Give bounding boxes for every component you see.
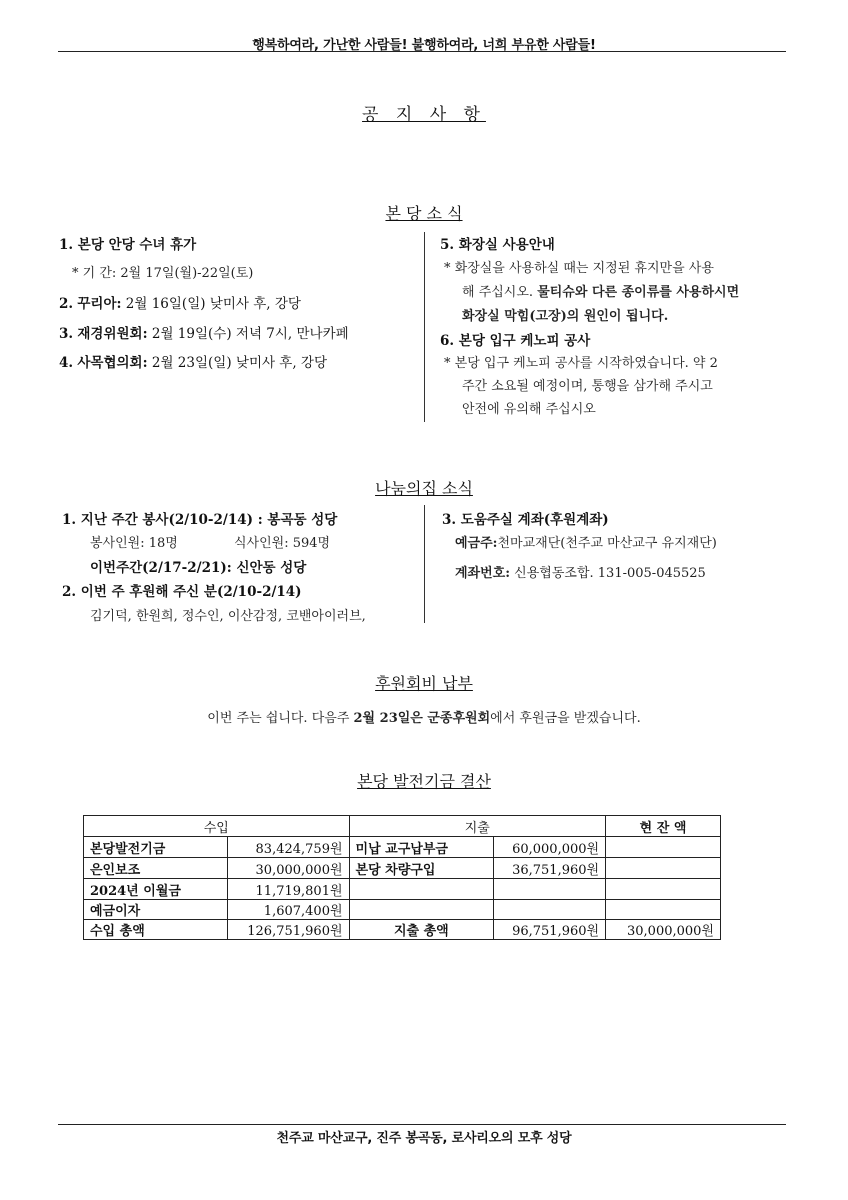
out-label (349, 879, 494, 900)
out-label: 본당 차량구입 (349, 858, 494, 879)
supporters-text: 이번 주는 쉽니다. 다음주 2월 23일은 군종후원회에서 후원금을 받겠습니다. (207, 711, 641, 726)
balance-cell (606, 858, 721, 879)
in-amount: 30,000,000원 (227, 858, 349, 879)
balance-cell (606, 879, 721, 900)
page-title: 공 지 사 항 (362, 105, 486, 125)
footer-text: 천주교 마산교구, 진주 봉곡동, 로사리오의 모후 성당 (276, 1131, 572, 1146)
fund-header-row (84, 816, 721, 837)
out-label: 미납 교구납부금 (349, 837, 494, 858)
in-label: 본당발전기금 (84, 837, 228, 858)
news-item-1: 1. 본당 안당 수녀 휴가 (59, 237, 197, 253)
news-item-6-line3: 안전에 유의해 주십시오 (462, 402, 596, 417)
news-item-5-line3: 화장실 막힘(고장)의 원인이 됩니다. (462, 309, 669, 324)
sharing-volunteers: 봉사인원: 18명 (90, 536, 178, 551)
in-label: 2024년 이월금 (84, 879, 228, 900)
sharing-meals: 식사인원: 594명 (234, 536, 331, 551)
total-in-label: 수입 총액 (84, 920, 228, 940)
supporters-heading: 후원회비 납부 (375, 674, 473, 693)
sharing-item-2-title: 2. 이번 주 후원해 주신 분(2/10-2/14) (62, 584, 302, 600)
sharing-house-divider (424, 505, 425, 623)
parish-news-divider (424, 232, 425, 422)
news-item-2: 2. 꾸리아: 2월 16일(일) 낮미사 후, 강당 (59, 296, 301, 312)
news-item-5-title: 5. 화장실 사용안내 (440, 237, 555, 253)
parish-news-heading: 본 당 소 식 (385, 204, 463, 223)
header-rule (58, 51, 786, 52)
out-amount (494, 879, 606, 900)
news-item-4: 4. 사목협의회: 2월 23일(일) 낮미사 후, 강당 (59, 355, 328, 371)
total-out-label: 지출 총액 (349, 920, 494, 940)
table-row (84, 879, 721, 900)
news-item-5-line2: 해 주십시오. 물티슈와 다른 종이류를 사용하시면 (462, 285, 740, 300)
expense-header: 지출 (349, 816, 606, 837)
in-label: 은인보조 (84, 858, 228, 879)
header-motto: 행복하여라, 가난한 사람들! 불행하여라, 너희 부유한 사람들! (252, 38, 596, 53)
news-item-3: 3. 재경위원회: 2월 19일(수) 저녁 7시, 만나카페 (59, 326, 349, 342)
in-amount: 83,424,759원 (227, 837, 349, 858)
sharing-donors: 김기덕, 한원희, 정수인, 이산감정, 코밴아이러브, (90, 609, 366, 624)
sharing-item-1-title: 1. 지난 주간 봉사(2/10-2/14) : 봉곡동 성당 (62, 512, 338, 528)
income-header: 수입 (84, 816, 350, 837)
news-item-1-note: * 기 간: 2월 17일(월)-22일(토) (72, 266, 254, 281)
footer-rule (58, 1124, 786, 1125)
sharing-depositor: 예금주:천마교재단(천주교 마산교구 유지재단) (455, 536, 717, 551)
out-label (349, 900, 494, 920)
fund-heading: 본당 발전기금 결산 (357, 772, 491, 791)
in-label: 예금이자 (84, 900, 228, 920)
news-item-6-line2: 주간 소요될 예정이며, 통행을 삼가해 주시고 (462, 379, 713, 394)
sharing-house-heading: 나눔의집 소식 (375, 479, 473, 498)
sharing-item-3-title: 3. 도움주실 계좌(후원계좌) (442, 512, 609, 528)
sharing-account: 계좌번호: 신용협동조합. 131-005-045525 (455, 566, 706, 581)
balance-header: 현 잔 액 (606, 816, 721, 837)
balance-cell (606, 837, 721, 858)
news-item-6-line1: * 본당 입구 케노피 공사를 시작하였습니다. 약 2 (444, 356, 718, 371)
total-balance: 30,000,000원 (606, 920, 721, 940)
total-out-amount: 96,751,960원 (494, 920, 606, 940)
fund-table (83, 815, 721, 940)
in-amount: 11,719,801원 (227, 879, 349, 900)
news-item-5-line1: * 화장실을 사용하실 때는 지정된 휴지만을 사용 (444, 261, 714, 276)
news-item-6-title: 6. 본당 입구 케노피 공사 (440, 333, 591, 349)
totals-row (84, 920, 721, 940)
table-row (84, 858, 721, 879)
in-amount: 1,607,400원 (227, 900, 349, 920)
table-row (84, 900, 721, 920)
table-row (84, 837, 721, 858)
out-amount: 60,000,000원 (494, 837, 606, 858)
total-in-amount: 126,751,960원 (227, 920, 349, 940)
out-amount: 36,751,960원 (494, 858, 606, 879)
sharing-next-week: 이번주간(2/17-2/21): 신안동 성당 (90, 560, 307, 576)
out-amount (494, 900, 606, 920)
balance-cell (606, 900, 721, 920)
